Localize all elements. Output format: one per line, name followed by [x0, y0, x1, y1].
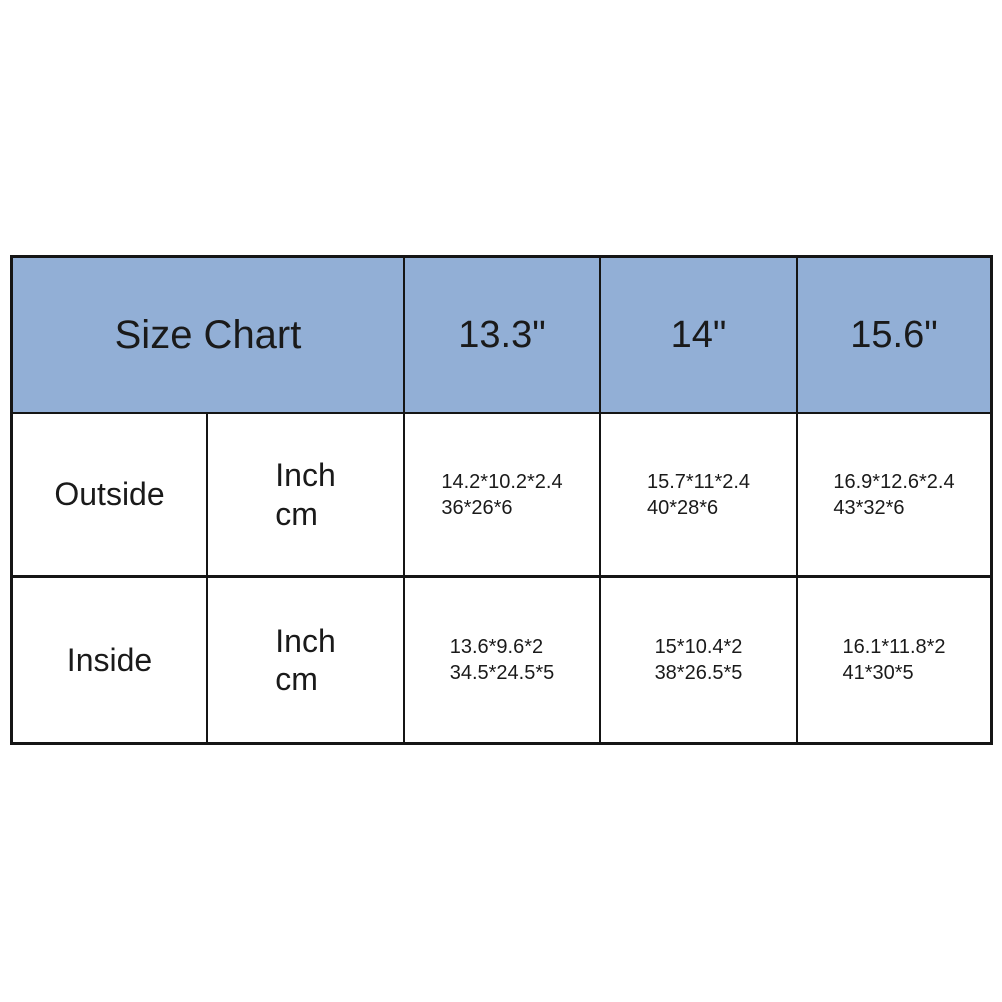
row-label-text: Inside: [66, 641, 153, 678]
dimension-cm-value: 34.5*24.5*5: [449, 662, 555, 684]
data-cell-outside-15-6: [798, 414, 990, 578]
size-chart-table: [10, 255, 993, 745]
column-header-label: 14": [670, 313, 727, 356]
dimension-lines: [655, 634, 743, 686]
dimension-inch-value: 14.2*10.2*2.4: [441, 470, 563, 493]
data-cell-outside-14: [601, 414, 798, 578]
data-cell-inside-13-3: [405, 578, 601, 742]
dimension-inch-value: 15.7*11*2.4: [646, 470, 751, 493]
dimension-cm-value: 43*32*6: [833, 496, 905, 519]
unit-cell-inside: [208, 578, 405, 742]
unit-cm-label: cm: [275, 661, 318, 697]
dimension-inch-value: 16.1*11.8*2: [842, 636, 946, 658]
data-cell-inside-14: [601, 578, 798, 742]
dimension-lines: [441, 469, 562, 521]
dimension-cm-value: 40*28*6: [646, 496, 719, 519]
dimension-inch-value: 15*10.4*2: [654, 636, 743, 658]
dimension-inch-value: 16.9*12.6*2.4: [833, 470, 955, 493]
dimension-lines: [647, 469, 750, 521]
unit-inch-label: Inch: [275, 622, 336, 659]
dimension-inch-value: 13.6*9.6*2: [449, 636, 544, 658]
dimension-cm-value: 38*26.5*5: [654, 662, 743, 684]
column-header-15-6-inch: [798, 258, 990, 414]
table-title-cell: [13, 258, 405, 414]
dimension-lines: [842, 634, 945, 686]
column-header-14-inch: [601, 258, 798, 414]
row-label-text: Outside: [54, 476, 165, 512]
row-label-outside: [13, 414, 208, 578]
data-cell-outside-13-3: [405, 414, 601, 578]
dimension-cm-value: 41*30*5: [842, 662, 914, 684]
row-label-inside: [13, 578, 208, 742]
dimension-lines: [450, 634, 555, 686]
data-cell-inside-15-6: [798, 578, 990, 742]
column-header-label: 13.3": [458, 313, 546, 356]
dimension-lines: [833, 469, 954, 521]
unit-lines: [275, 622, 335, 699]
column-header-label: 15.6": [850, 313, 938, 356]
dimension-cm-value: 36*26*6: [441, 496, 513, 519]
column-header-13-3-inch: [405, 258, 601, 414]
unit-cm-label: cm: [275, 495, 318, 532]
unit-inch-label: Inch: [275, 457, 336, 494]
unit-lines: [275, 456, 335, 533]
unit-cell-outside: [208, 414, 405, 578]
table-title: Size Chart: [114, 312, 302, 357]
